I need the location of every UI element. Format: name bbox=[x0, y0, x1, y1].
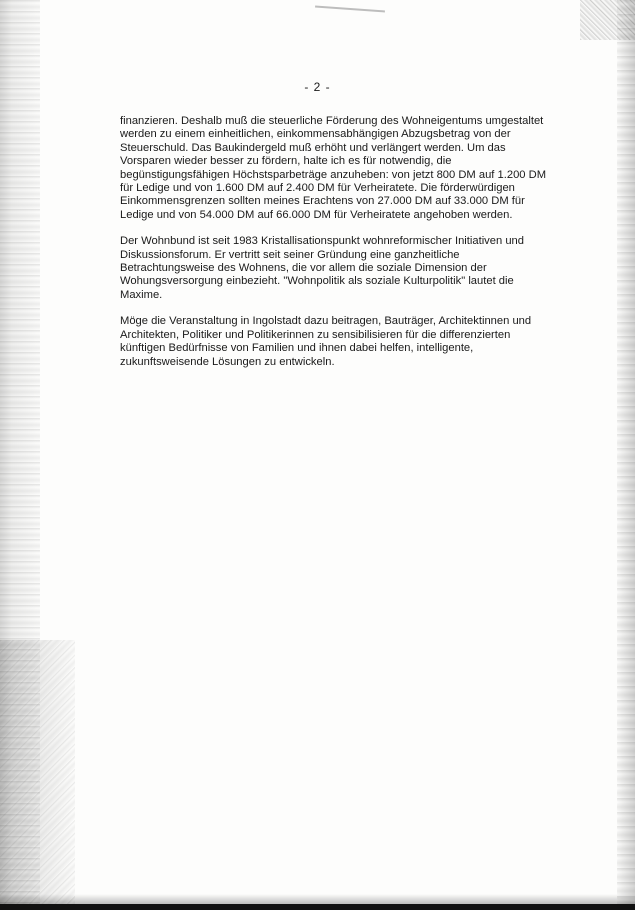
paragraph-financing: finanzieren. Deshalb muß die steuerliche Förderung des Wohneigentums umgestaltet werden zu einem einheitlichen, einkommensabhängigen Abzugsbetrag von der Steuerschuld. Das Baukindergeld muß erhöht und verlängert werden. Um das Vorsparen wieder besser zu fördern, halte ich es für notwendig, die begünstigungsfähigen Höchstsparbeträge anzuheben: von jetzt 800 DM auf 1.200 DM für Ledige und von 1.600 DM auf 2.400 DM für Verheiratete. Die förderwürdigen Einkommensgrenzen sollten meines Erachtens von 27.000 DM auf 33.000 DM für Ledige und von 54.000 DM auf 66.000 DM für Verheiratete angehoben werden. bbox=[120, 115, 547, 221]
scan-shadow-bottom bbox=[0, 894, 635, 904]
scan-noise-top-right-corner bbox=[580, 0, 635, 40]
scan-noise-left-lower bbox=[0, 640, 75, 910]
paragraph-closing: Möge die Veranstaltung in Ingolstadt dazu beitragen, Bauträger, Architektinnen und Architekten, Politiker und Politikerinnen zu sensibilisieren für die differenzierten künftigen Bedürfnisse von Familien und ihnen dabei helfen, intelligente, zukunftsweisende Lösungen zu entwickeln. bbox=[120, 315, 532, 368]
scan-edge-bottom bbox=[0, 904, 635, 910]
paragraph-wohnbund: Der Wohnbund ist seit 1983 Kristallisationspunkt wohnreformischer Initiativen und Diskussionsforum. Er vertritt seit seiner Gründung eine ganzheitliche Betrachtungsweise des Wohnens, die vor allem die soziale Dimension der Wohungsversorgung einbezieht. "Wohnpolitik als soziale Kulturpolitik" lautet die Maxime. bbox=[120, 235, 524, 301]
letter-body bbox=[120, 115, 550, 382]
page-number: - 2 - bbox=[304, 80, 331, 94]
scan-noise-right-edge bbox=[617, 0, 635, 910]
scan-streak-top bbox=[315, 6, 385, 13]
